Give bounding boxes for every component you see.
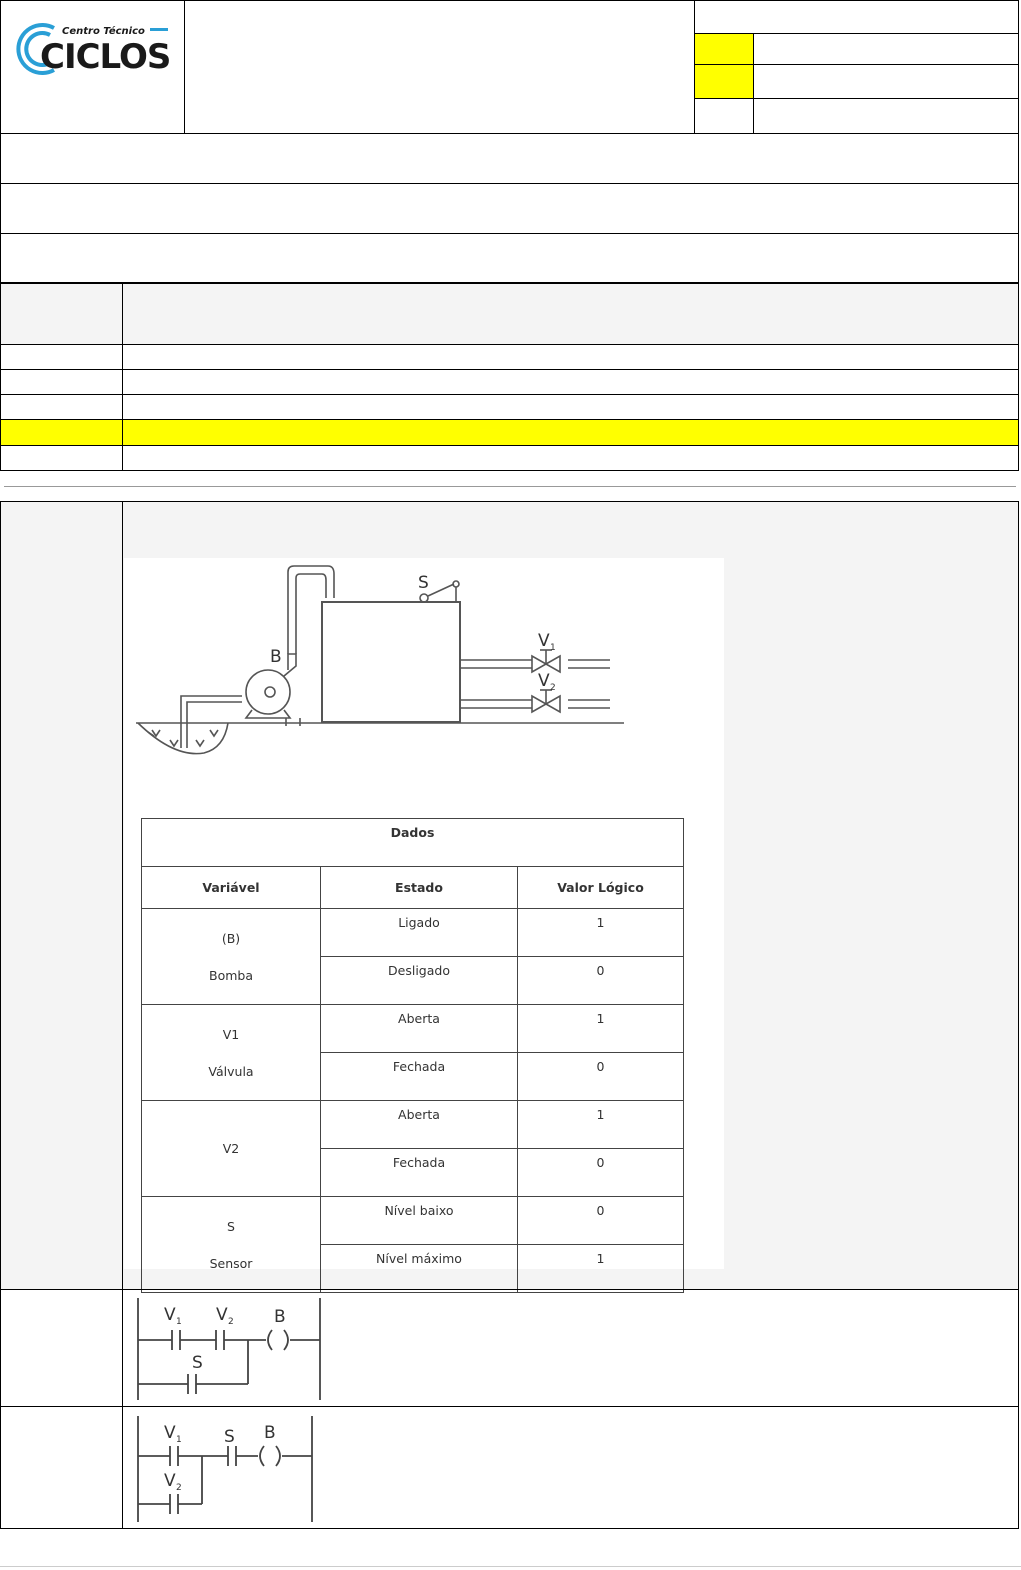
info-row-3 <box>0 233 1019 284</box>
ciclos-logo <box>16 18 172 80</box>
dados-title: Dados <box>142 819 684 867</box>
tank-pump-diagram <box>124 558 724 778</box>
option-e-key <box>0 445 123 471</box>
header-title-cell <box>184 0 695 134</box>
dados-var-line: (B) <box>221 930 241 946</box>
dados-estado: Aberta <box>321 1005 518 1053</box>
ciclos-logo-graphic <box>16 18 172 80</box>
question-text-cell <box>122 283 1019 345</box>
ladder-a-v2-sub: 2 <box>228 1317 234 1327</box>
ladder-a-b: B <box>274 1307 286 1327</box>
header-info-value-1 <box>753 33 1019 65</box>
info-row-2 <box>0 183 1019 234</box>
dados-header-variavel: Variável <box>142 867 321 909</box>
logo-subtitle: Centro Técnico <box>62 26 145 37</box>
info-row-1 <box>0 133 1019 184</box>
valve2-label: V <box>538 671 550 691</box>
sensor-label: S <box>418 573 429 593</box>
dados-valor: 0 <box>518 1197 684 1245</box>
header-info-value-2 <box>753 64 1019 99</box>
header-info-key-2 <box>694 64 754 99</box>
dados-var-line: S <box>227 1218 235 1234</box>
header-info-key-1 <box>694 33 754 65</box>
dados-valor: 0 <box>518 957 684 1005</box>
ladder-diagram-a <box>130 1296 330 1404</box>
option-a-text <box>122 344 1019 370</box>
dados-var-bomba <box>142 909 321 1005</box>
dados-table <box>141 818 684 1293</box>
dados-var-line: V1 <box>222 1026 240 1042</box>
header-info-value-3 <box>753 98 1019 134</box>
option-d-text <box>122 419 1019 446</box>
option2-a-key <box>0 1289 123 1407</box>
header-info-top <box>694 0 1019 34</box>
option-d-key <box>0 419 123 446</box>
ladder-diagram-b <box>130 1414 330 1526</box>
ladder-a-s: S <box>192 1353 203 1373</box>
dados-estado: Nível baixo <box>321 1197 518 1245</box>
option-c-text <box>122 394 1019 420</box>
ladder-b-b: B <box>264 1423 276 1443</box>
dados-valor: 0 <box>518 1053 684 1101</box>
footer-divider <box>0 1566 1021 1567</box>
option-b-key <box>0 369 123 395</box>
dados-valor: 0 <box>518 1149 684 1197</box>
option-c-key <box>0 394 123 420</box>
dados-var-line: Sensor <box>209 1255 253 1271</box>
dados-estado: Fechada <box>321 1053 518 1101</box>
dados-valor: 1 <box>518 909 684 957</box>
ladder-a-v1-sub: 1 <box>176 1317 182 1327</box>
dados-estado: Ligado <box>321 909 518 957</box>
dados-valor: 1 <box>518 1101 684 1149</box>
question2-num-cell <box>0 501 123 1290</box>
option-e-text <box>122 445 1019 471</box>
dados-estado: Desligado <box>321 957 518 1005</box>
ladder-a-v1: V <box>164 1305 176 1325</box>
dados-var-line: V2 <box>222 1141 240 1156</box>
valve2-sub: 2 <box>550 683 556 693</box>
ladder-a-v2: V <box>216 1305 228 1325</box>
dados-var-v2 <box>142 1101 321 1197</box>
dados-var-valvula <box>142 1005 321 1101</box>
dados-valor: 1 <box>518 1005 684 1053</box>
dados-var-line: Válvula <box>208 1063 254 1079</box>
dados-header-estado: Estado <box>321 867 518 909</box>
dados-estado: Aberta <box>321 1101 518 1149</box>
question-num-cell <box>0 283 123 345</box>
ladder-b-v2-sub: 2 <box>176 1483 182 1493</box>
dados-var-sensor <box>142 1197 321 1293</box>
option-a-key <box>0 344 123 370</box>
ladder-b-s: S <box>224 1427 235 1447</box>
ladder-b-v1: V <box>164 1423 176 1443</box>
valve1-label: V <box>538 631 550 651</box>
option-b-text <box>122 369 1019 395</box>
dados-var-line: Bomba <box>209 967 253 983</box>
dados-header-valor: Valor Lógico <box>518 867 684 909</box>
logo-name: CICLOS <box>40 37 171 77</box>
dados-estado: Fechada <box>321 1149 518 1197</box>
ladder-b-v1-sub: 1 <box>176 1435 182 1445</box>
valve1-sub: 1 <box>550 643 556 653</box>
pump-label: B <box>270 647 282 667</box>
dados-estado: Nível máximo <box>321 1245 518 1293</box>
header-info-key-3 <box>694 98 754 134</box>
option2-b-key <box>0 1406 123 1529</box>
dados-valor: 1 <box>518 1245 684 1293</box>
section-divider <box>4 486 1016 487</box>
ladder-b-v2: V <box>164 1471 176 1491</box>
